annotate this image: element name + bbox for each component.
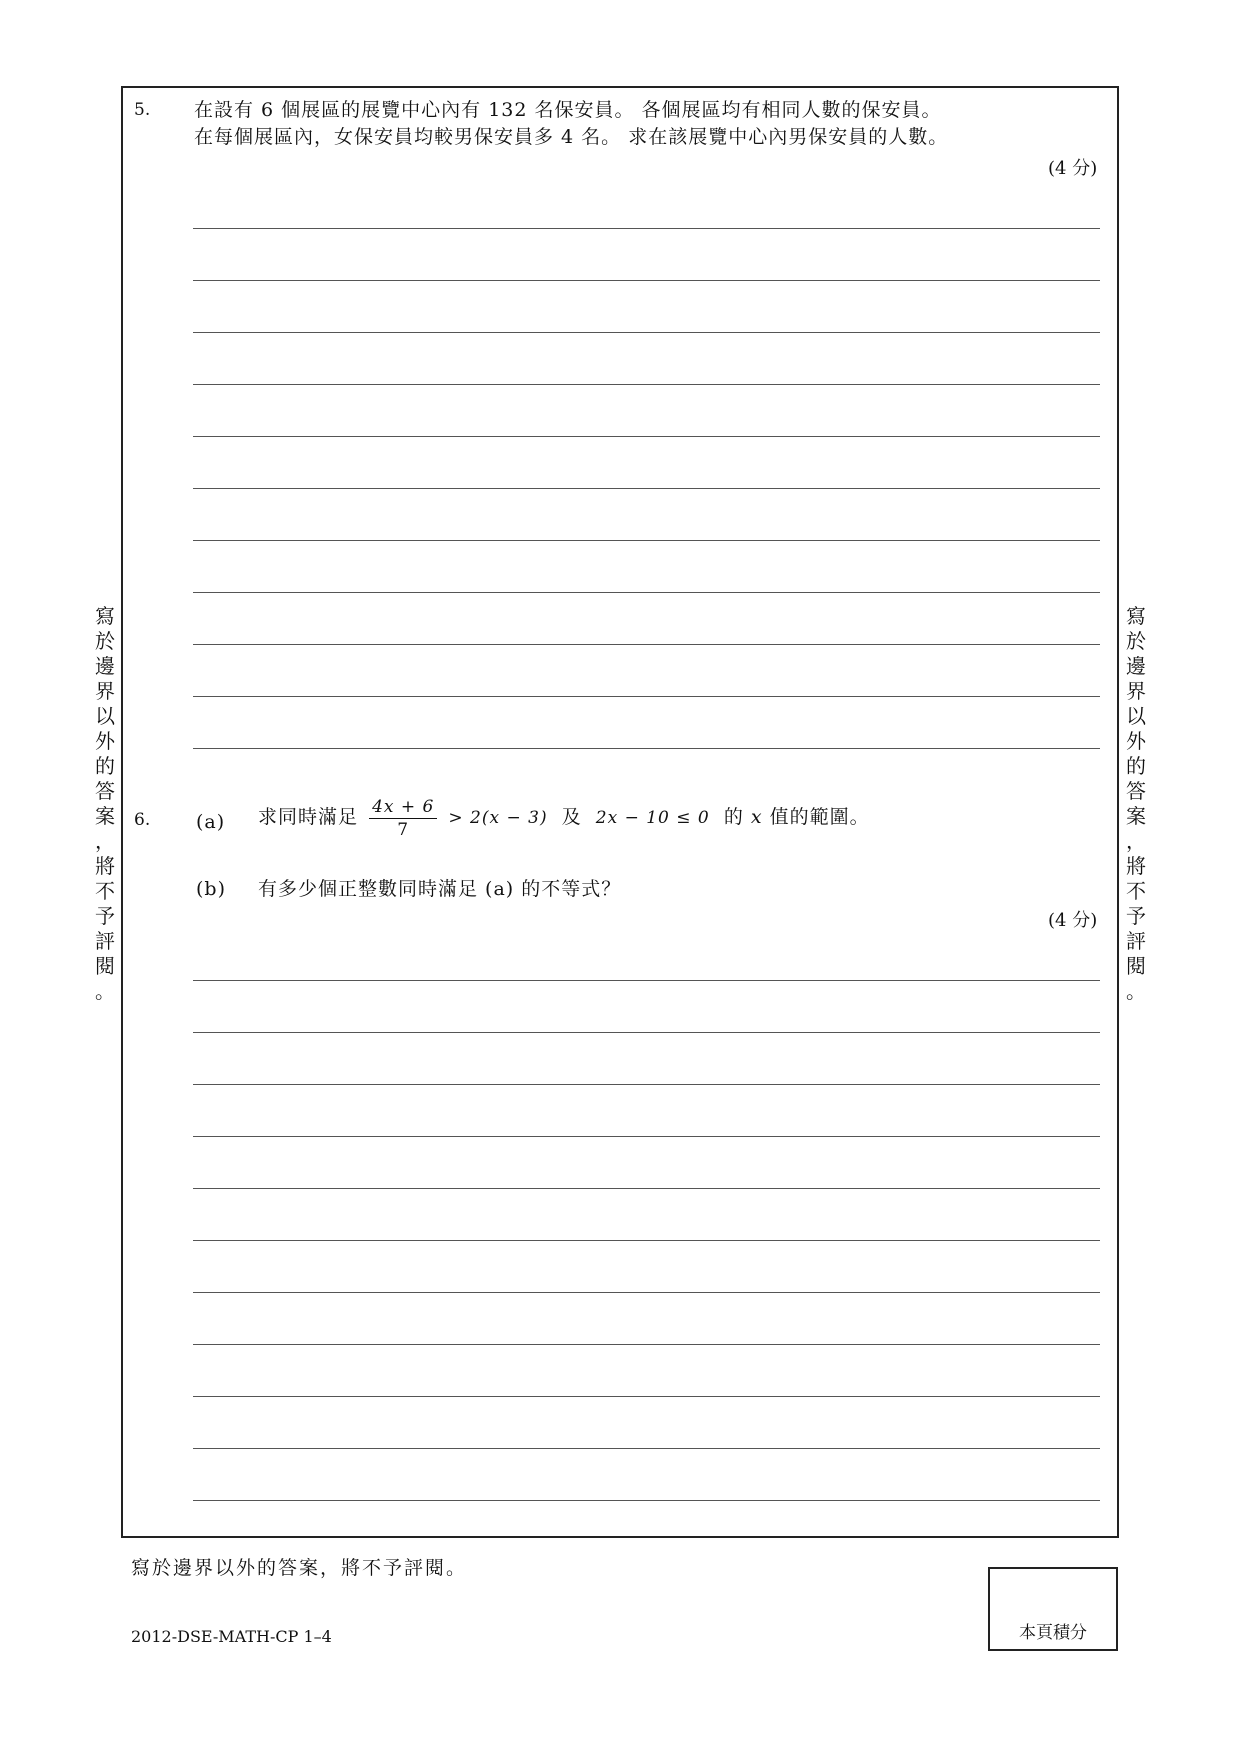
margin-warning-char: 以: [1126, 704, 1146, 728]
margin-warning-char: 評: [95, 929, 115, 953]
margin-warning-char: 案: [95, 804, 115, 828]
answer-line[interactable]: [193, 332, 1100, 333]
margin-warning-char: 將: [95, 854, 115, 878]
answer-line[interactable]: [193, 228, 1100, 229]
margin-warning-char: 寫: [95, 604, 115, 628]
q6a-prefix: 求同時滿足: [258, 806, 359, 828]
margin-warning-char: 邊: [95, 654, 115, 678]
answer-line[interactable]: [193, 644, 1100, 645]
margin-warning-char: 的: [95, 754, 115, 778]
inequality-1-rest: > 2(x − 3): [448, 808, 548, 828]
margin-warning-char: 答: [95, 779, 115, 803]
q6-marks: (4 分): [1048, 910, 1098, 931]
q5-number: 5.: [134, 100, 151, 120]
margin-warning-char: 閱: [1126, 954, 1146, 978]
fraction: [369, 796, 437, 841]
page-score-label: 本頁積分: [1019, 1623, 1087, 1643]
inequality-2: 2x − 10 ≤ 0: [595, 808, 710, 828]
answer-line[interactable]: [193, 1084, 1100, 1085]
answer-line[interactable]: [193, 1292, 1100, 1293]
margin-warning-char: ，: [95, 829, 115, 853]
margin-warning-char: 於: [95, 629, 115, 653]
margin-warning-char: 。: [1126, 979, 1146, 1003]
margin-warning-char: 不: [1126, 879, 1146, 903]
margin-warning-char: 界: [95, 679, 115, 703]
margin-warning-char: 外: [95, 729, 115, 753]
answer-line[interactable]: [193, 436, 1100, 437]
answer-line[interactable]: [193, 1448, 1100, 1449]
fraction-denominator: 7: [397, 819, 410, 840]
margin-warning-char: 予: [95, 904, 115, 928]
margin-warning-char: 不: [95, 879, 115, 903]
margin-warning-char: 寫: [1126, 604, 1146, 628]
answer-line[interactable]: [193, 1032, 1100, 1033]
q6-number: 6.: [134, 810, 151, 830]
margin-warning-char: 案: [1126, 804, 1146, 828]
answer-line[interactable]: [193, 1500, 1100, 1501]
left-margin-warning: [93, 604, 117, 1004]
q5-text-line-2: 在每個展區內，女保安員均較男保安員多 4 名。 求在該展覽中心內男保安員的人數。: [194, 126, 949, 148]
answer-line[interactable]: [193, 280, 1100, 281]
answer-line[interactable]: [193, 384, 1100, 385]
margin-warning-char: 以: [95, 704, 115, 728]
margin-warning-char: 邊: [1126, 654, 1146, 678]
margin-warning-char: 予: [1126, 904, 1146, 928]
margin-warning-char: ，: [1126, 829, 1146, 853]
answer-line[interactable]: [193, 488, 1100, 489]
margin-warning-char: 於: [1126, 629, 1146, 653]
answer-line[interactable]: [193, 1136, 1100, 1137]
margin-warning-char: 評: [1126, 929, 1146, 953]
conjunction: 及: [561, 806, 582, 828]
answer-line[interactable]: [193, 540, 1100, 541]
answer-line[interactable]: [193, 980, 1100, 981]
q6a-suffix: 值的範圍。: [769, 806, 870, 828]
answer-line[interactable]: [193, 1188, 1100, 1189]
q5-marks: (4 分): [1048, 158, 1098, 179]
margin-warning-char: 界: [1126, 679, 1146, 703]
page-score-box[interactable]: [988, 1567, 1118, 1651]
paper-code: 2012-DSE-MATH-CP 1–4: [131, 1627, 332, 1646]
q6a-de: 的: [723, 806, 744, 828]
answer-line[interactable]: [193, 696, 1100, 697]
right-margin-warning: [1124, 604, 1148, 1004]
answer-line[interactable]: [193, 592, 1100, 593]
margin-warning-char: 外: [1126, 729, 1146, 753]
margin-warning-char: 答: [1126, 779, 1146, 803]
q6a-question: [258, 792, 870, 843]
margin-warning-char: 的: [1126, 754, 1146, 778]
margin-warning-char: 閱: [95, 954, 115, 978]
q6b-label: (b): [196, 878, 226, 900]
answer-line[interactable]: [193, 1344, 1100, 1345]
q5-text-line-1: 在設有 6 個展區的展覽中心內有 132 名保安員。 各個展區均有相同人數的保安員。: [194, 99, 942, 121]
answer-line[interactable]: [193, 748, 1100, 749]
answer-line[interactable]: [193, 1240, 1100, 1241]
margin-warning-char: 。: [95, 979, 115, 1003]
q6a-label: (a): [196, 811, 226, 833]
answer-line[interactable]: [193, 1396, 1100, 1397]
margin-warning-char: 將: [1126, 854, 1146, 878]
fraction-numerator: 4x + 6: [369, 796, 437, 819]
variable-x: x: [750, 806, 763, 828]
q6b-question: 有多少個正整數同時滿足 (a) 的不等式？: [258, 878, 622, 900]
footer-margin-warning: 寫於邊界以外的答案，將不予評閱。: [131, 1557, 468, 1579]
